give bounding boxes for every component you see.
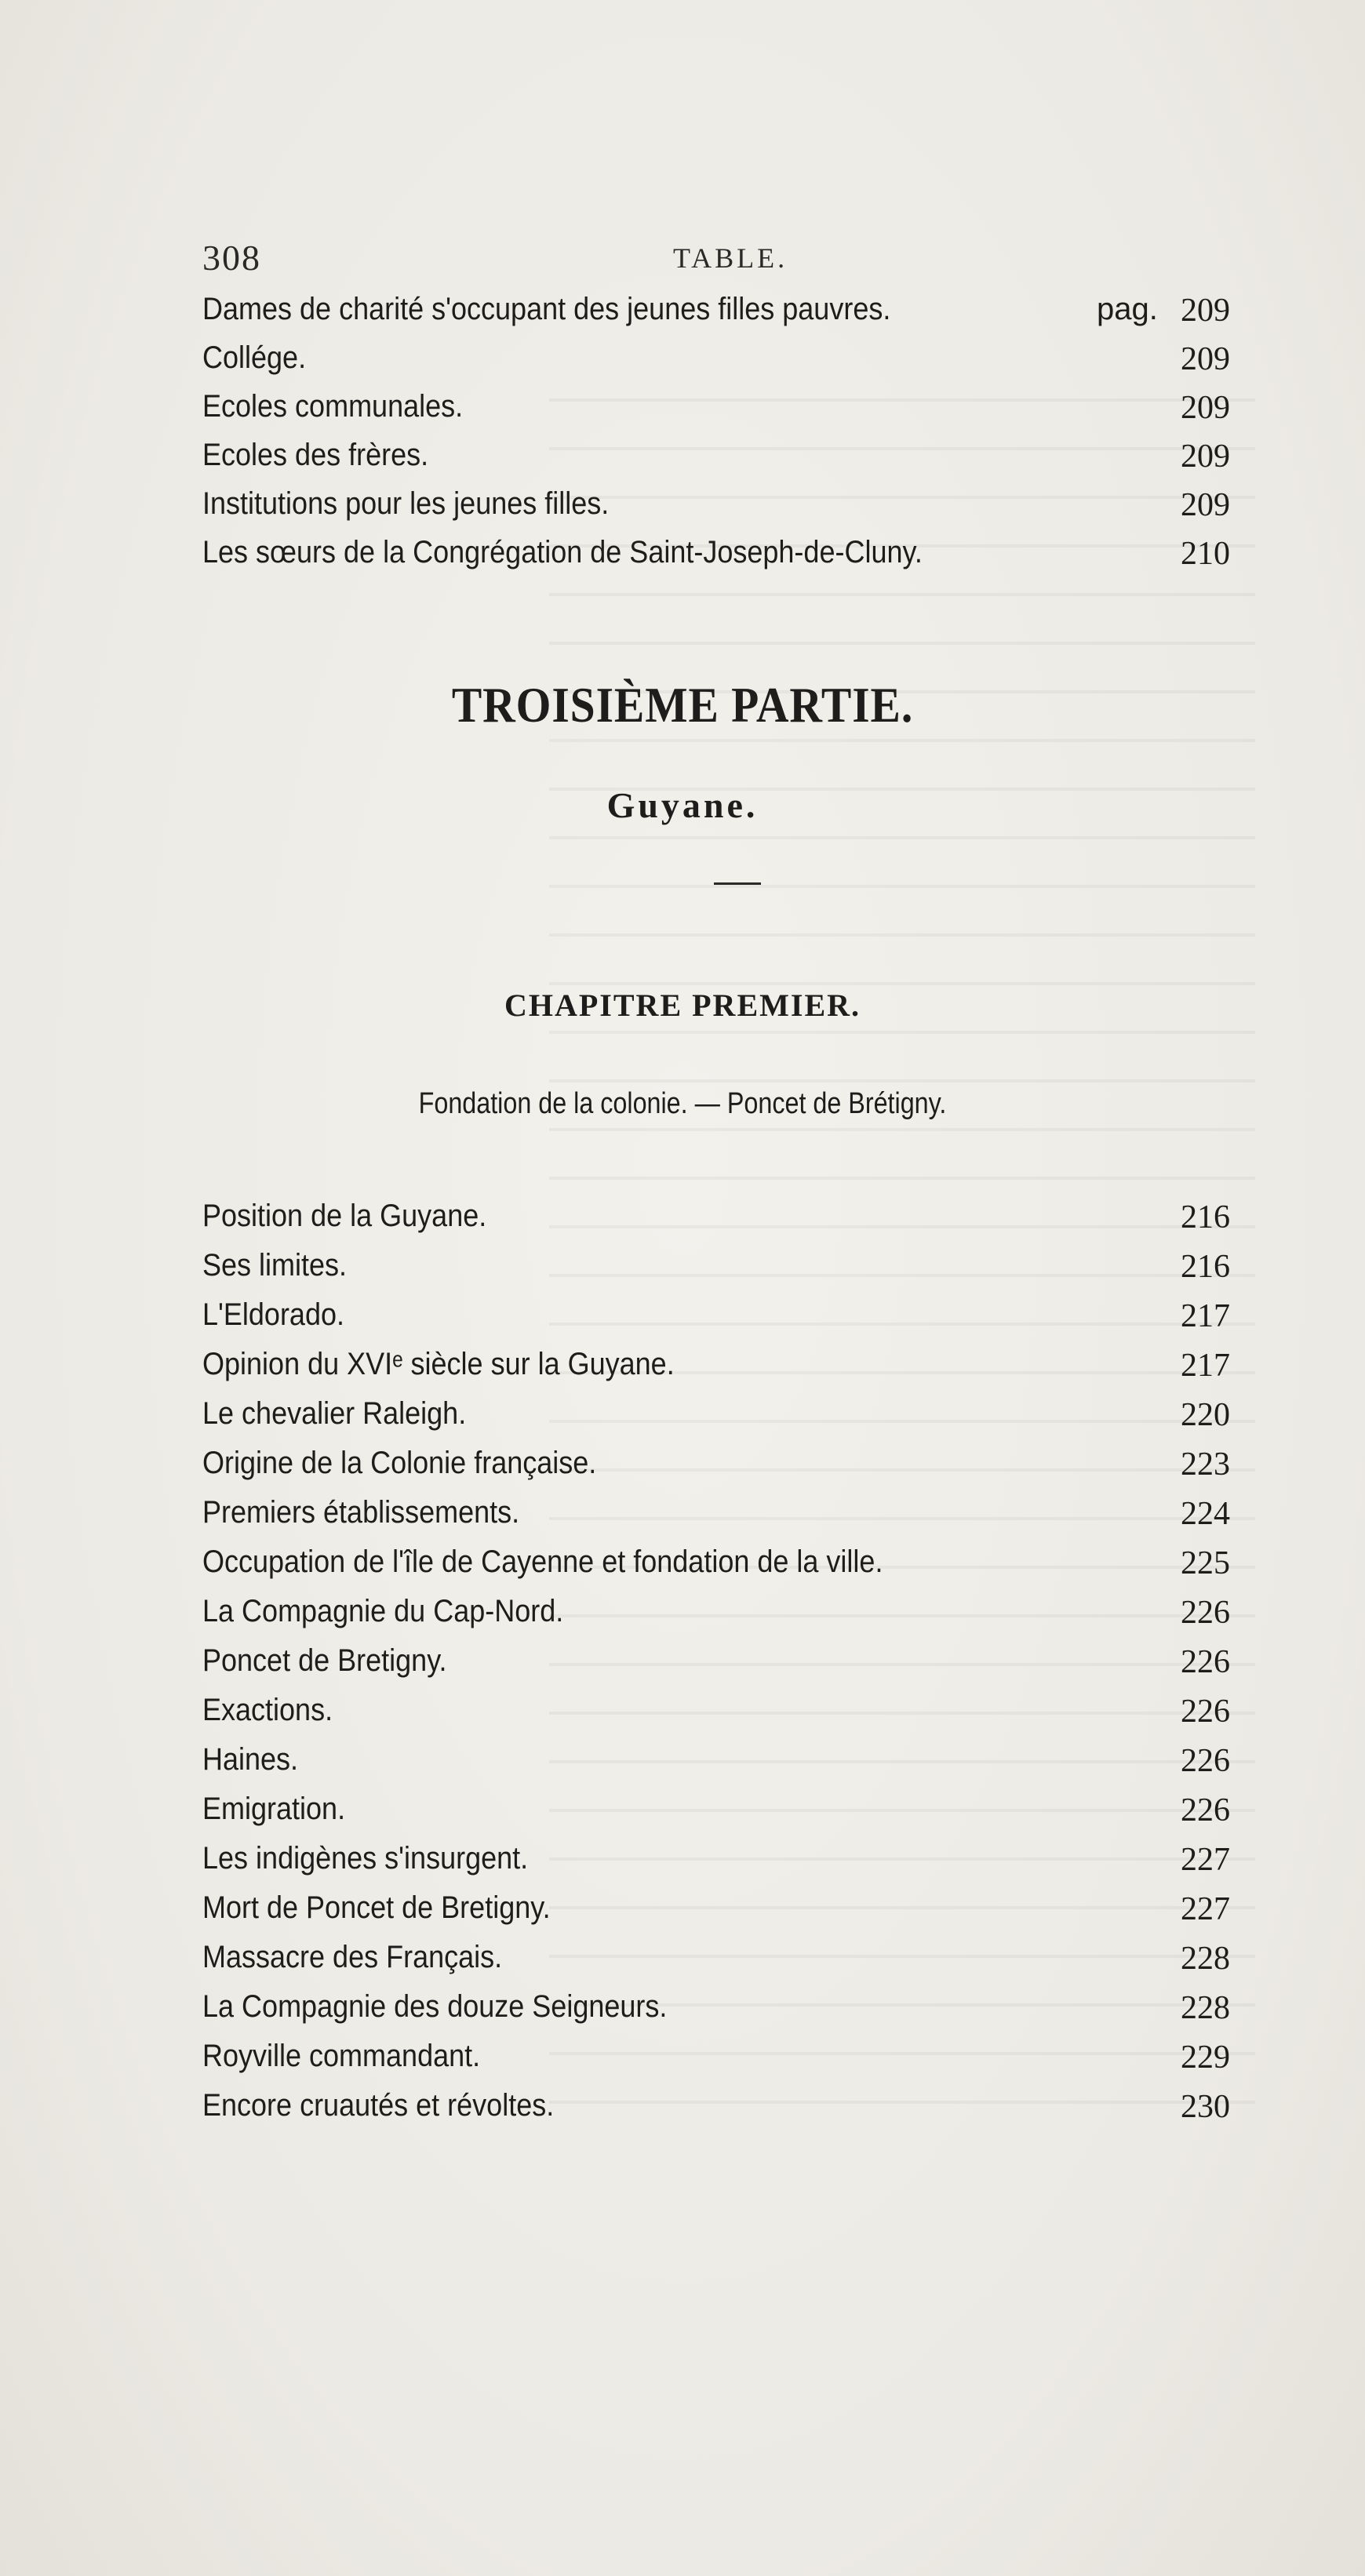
toc-entry-page: 209 <box>1181 341 1230 377</box>
toc-entry-title: Haines. <box>202 1742 299 1777</box>
toc-entry-page: 227 <box>1181 1891 1230 1927</box>
toc-entry-page: 230 <box>1181 2089 1230 2125</box>
toc-entry <box>202 1446 1230 1491</box>
toc-entry-page: 209 <box>1181 293 1230 329</box>
toc-entry-page: 224 <box>1181 1496 1230 1532</box>
toc-entry <box>202 1693 1230 1738</box>
chapter-title: CHAPITRE PREMIER. <box>504 988 861 1023</box>
toc-entry <box>202 486 1230 532</box>
running-head: TABLE. <box>673 242 788 274</box>
toc-entry-page: 226 <box>1181 1595 1230 1631</box>
toc-entry-title: Institutions pour les jeunes filles. <box>202 486 610 521</box>
section-divider <box>714 882 761 885</box>
toc-entry-page: 216 <box>1181 1249 1230 1285</box>
toc-entry <box>202 2088 1230 2134</box>
toc-entry <box>202 1594 1230 1639</box>
toc-entry-title: Les sœurs de la Congrégation de Saint-Joseph-de-Cluny. <box>202 535 923 569</box>
part-title: TROISIÈME PARTIE. <box>451 677 914 733</box>
toc-entry-page: 227 <box>1181 1842 1230 1878</box>
toc-entry-title: Occupation de l'île de Cayenne et fondation de la ville. <box>202 1545 883 1579</box>
toc-entry-page: 229 <box>1181 2039 1230 2076</box>
toc-entry <box>202 1742 1230 1788</box>
toc-entry <box>202 438 1230 483</box>
page-header <box>202 237 1230 276</box>
toc-entry-title: Ses limites. <box>202 1248 348 1283</box>
toc-entry-title: Massacre des Français. <box>202 1940 503 1974</box>
toc-entry-page: 228 <box>1181 1990 1230 2026</box>
toc-entry <box>202 2039 1230 2084</box>
toc-entry-page: 209 <box>1181 438 1230 475</box>
toc-entry <box>202 1989 1230 2035</box>
toc-entry <box>202 1248 1230 1293</box>
toc-entry-page: 217 <box>1181 1348 1230 1384</box>
toc-entry-page: 217 <box>1181 1298 1230 1334</box>
toc-entry <box>202 1890 1230 1936</box>
toc-entry-title: La Compagnie des douze Seigneurs. <box>202 1989 668 2024</box>
part-subtitle: Guyane. <box>606 785 759 825</box>
toc-entry-title: Dames de charité s'occupant des jeunes filles pauvres. <box>202 292 891 326</box>
toc-entry <box>202 292 1230 337</box>
toc-entry-page: 209 <box>1181 390 1230 426</box>
toc-entry-title: Ecoles communales. <box>202 389 464 424</box>
toc-entry-title: Mort de Poncet de Bretigny. <box>202 1890 551 1925</box>
toc-entry-page: 223 <box>1181 1446 1230 1483</box>
toc-entry <box>202 1495 1230 1541</box>
toc-entry <box>202 1199 1230 1244</box>
chapter-summary: Fondation de la colonie. — Poncet de Brétigny. <box>418 1087 947 1120</box>
toc-entry-page: 226 <box>1181 1644 1230 1680</box>
toc-entry-title: L'Eldorado. <box>202 1297 345 1332</box>
toc-entry <box>202 1792 1230 1837</box>
toc-entry <box>202 1396 1230 1442</box>
pag-label: pag. <box>1097 292 1158 326</box>
toc-entry-title: Les indigènes s'insurgent. <box>202 1841 529 1876</box>
toc-entry <box>202 1297 1230 1343</box>
toc-entry-title: Ecoles des frères. <box>202 438 429 472</box>
toc-entry <box>202 1545 1230 1590</box>
toc-entry-title: Position de la Guyane. <box>202 1199 487 1233</box>
toc-entry-title: Encore cruautés et révoltes. <box>202 2088 555 2123</box>
toc-entry-page: 210 <box>1181 536 1230 572</box>
page-number: 308 <box>202 238 261 278</box>
toc-entry-title: Royville commandant. <box>202 2039 481 2073</box>
toc-entry <box>202 1940 1230 1985</box>
toc-entry-title: Opinion du XVIᵉ siècle sur la Guyane. <box>202 1347 675 1381</box>
toc-entry <box>202 1841 1230 1887</box>
toc-entry-title: La Compagnie du Cap-Nord. <box>202 1594 564 1628</box>
toc-entry-page: 228 <box>1181 1941 1230 1977</box>
toc-entry <box>202 535 1230 580</box>
toc-entry-page: 226 <box>1181 1743 1230 1779</box>
toc-entry-title: Emigration. <box>202 1792 346 1826</box>
toc-entry-page: 220 <box>1181 1397 1230 1433</box>
toc-entry <box>202 1347 1230 1392</box>
toc-entry-title: Origine de la Colonie française. <box>202 1446 597 1480</box>
toc-entry-page: 209 <box>1181 487 1230 523</box>
toc-entry-page: 216 <box>1181 1199 1230 1235</box>
toc-entry <box>202 389 1230 435</box>
toc-entry <box>202 340 1230 386</box>
toc-entry-page: 226 <box>1181 1792 1230 1828</box>
toc-entry-title: Collége. <box>202 340 307 375</box>
toc-entry <box>202 1643 1230 1689</box>
toc-entry-page: 226 <box>1181 1694 1230 1730</box>
toc-entry-title: Le chevalier Raleigh. <box>202 1396 467 1431</box>
toc-entry-title: Premiers établissements. <box>202 1495 520 1530</box>
toc-entry-title: Exactions. <box>202 1693 333 1727</box>
toc-entry-title: Poncet de Bretigny. <box>202 1643 447 1678</box>
toc-entry-page: 225 <box>1181 1545 1230 1581</box>
